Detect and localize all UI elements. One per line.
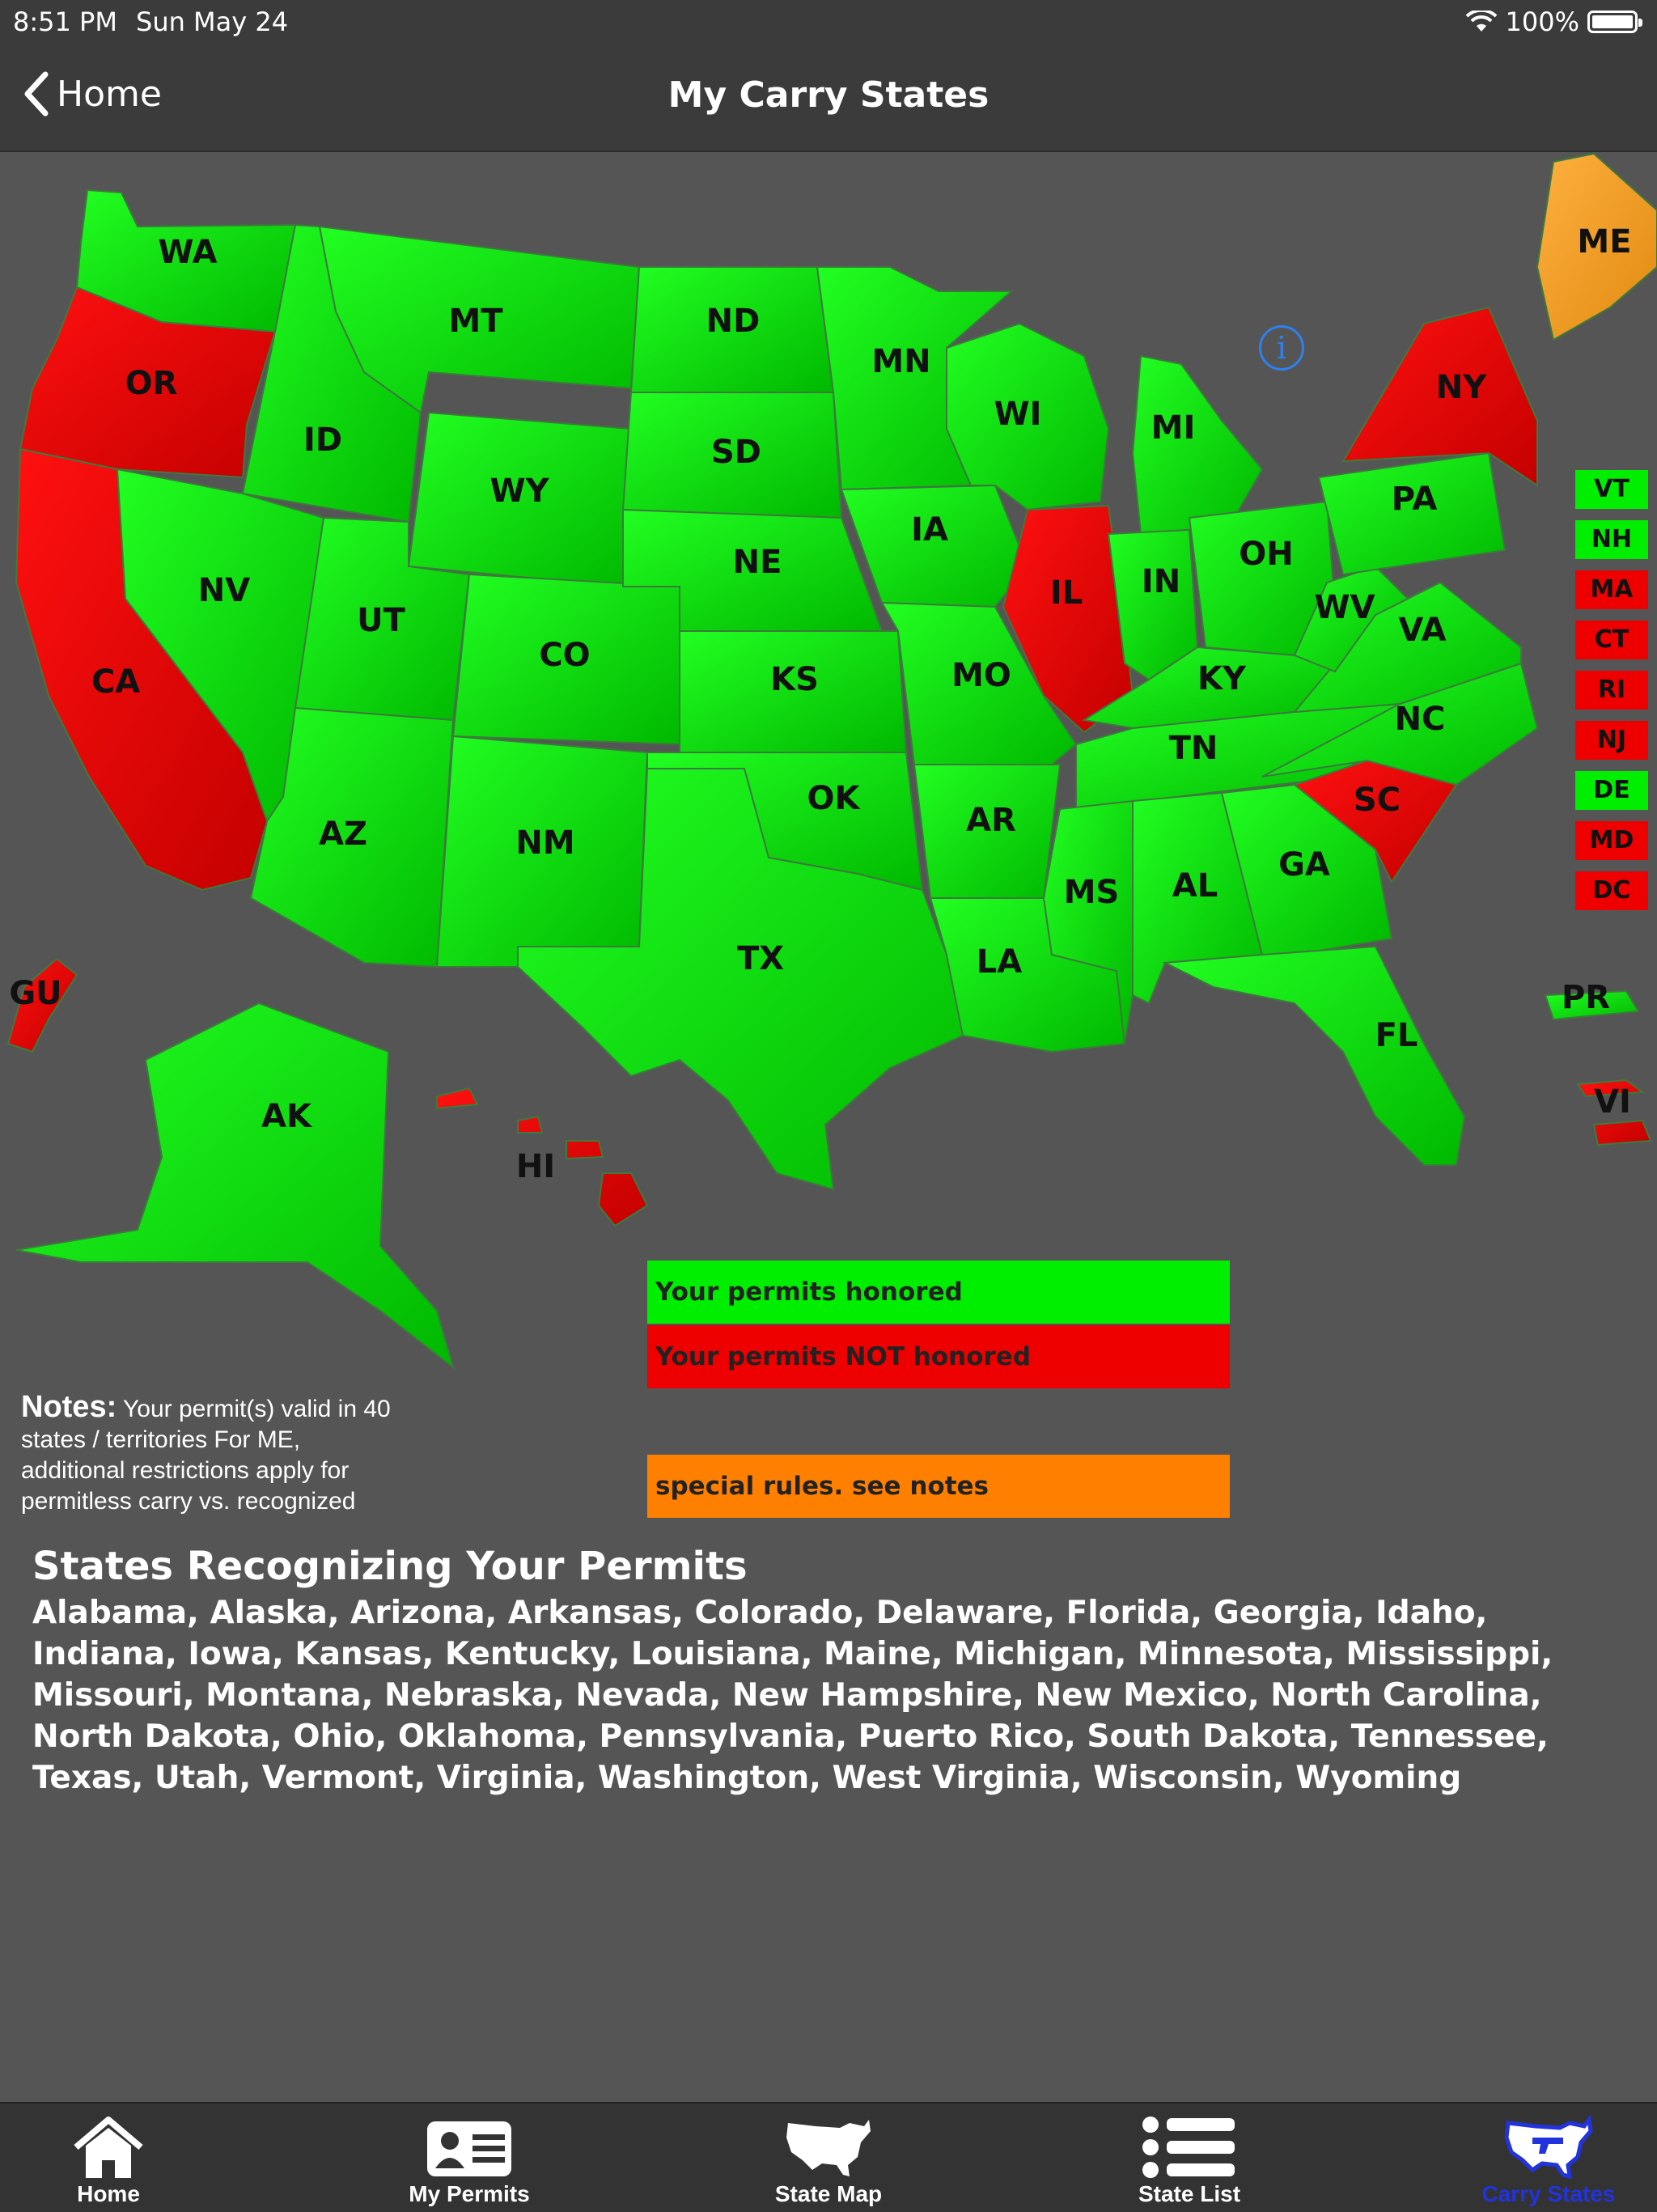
recognizing-list: Alabama, Alaska, Arizona, Arkansas, Colorado, Delaware, Florida, Georgia, Idaho, Indiana, Iowa, Kansas, Kentucky, Louisiana, Maine, Michigan, Minnesota, Mississippi, Missouri, Montana, Nebraska, Nevada, New Hampshire, New Mexico, North Carolina, North Dakota, Ohio, Oklahoma, Pennsylvania, Puerto Rico, South Dakota, Tennessee, Texas, Utah, Vermont, Virginia, Washington, West Virginia, Wisconsin, Wyoming [32,1595,1553,1796]
state-label-in: IN [1141,563,1181,600]
legend-not-honored: Your permits NOT honored [647,1325,1230,1388]
status-right [1465,6,1638,37]
state-label-mt: MT [448,303,503,340]
state-label-sc: SC [1353,782,1401,819]
state-label-or: OR [125,365,178,402]
tab-state-list[interactable] [1100,2104,1278,2212]
state-label-pa: PA [1391,481,1438,518]
id-card-icon [424,2115,515,2180]
state-label-az: AZ [319,816,367,853]
status-time: 8:51 PM [13,6,117,37]
state-label-me: ME [1577,223,1632,261]
state-label-gu: GU [9,975,62,1012]
state-label-wy: WY [489,472,549,510]
state-label-ca: CA [91,663,141,701]
state-label-al: AL [1172,867,1218,905]
state-label-wv: WV [1314,589,1375,626]
side-state-ct[interactable]: CT [1573,618,1651,662]
carry-map [0,152,1657,1382]
info-icon[interactable]: i [1259,325,1304,371]
state-label-mo: MO [951,657,1011,694]
tab-state-map-label: State Map [774,2181,883,2206]
status-date: Sun May 24 [136,6,289,37]
tab-my-permits-label: My Permits [409,2181,530,2206]
status-bar [0,0,1657,47]
state-label-nd: ND [706,303,761,340]
tab-carry-states[interactable] [1460,2104,1638,2212]
back-button-label: Home [57,73,162,115]
side-state-de[interactable]: DE [1573,769,1651,812]
legend-honored: Your permits honored [647,1261,1230,1324]
state-label-mn: MN [871,343,931,380]
state-shapes [8,154,1657,1367]
state-label-ut: UT [357,602,405,639]
tab-home[interactable] [19,2104,197,2212]
page-title: My Carry States [667,74,990,116]
house-icon [70,2115,147,2180]
state-FL[interactable] [1165,947,1464,1165]
tab-state-map[interactable] [740,2104,917,2212]
notes [21,1392,393,1517]
state-label-nm: NM [515,824,575,862]
battery-percent: 100% [1505,6,1579,37]
notes-text: Your permit(s) valid in 40 states / territories For ME, additional restrictions apply for permitless carry vs. recognized [21,1396,391,1515]
tab-bar [0,2102,1657,2212]
side-state-md[interactable]: MD [1573,819,1651,862]
state-AK[interactable] [16,1003,453,1367]
state-label-ar: AR [966,802,1016,839]
side-state-ri[interactable]: RI [1573,668,1651,712]
state-label-hi: HI [515,1148,556,1185]
wifi-icon [1465,11,1498,33]
side-state-ma[interactable]: MA [1573,568,1651,612]
state-label-vi: VI [1594,1083,1631,1121]
state-label-co: CO [539,637,591,674]
state-label-tx: TX [736,940,785,977]
state-label-oh: OH [1239,536,1294,573]
us-map-gun-icon [1503,2115,1594,2180]
state-label-mi: MI [1151,409,1196,447]
side-state-nh[interactable]: NH [1573,518,1651,561]
state-label-ks: KS [770,661,819,698]
state-label-la: LA [976,943,1023,981]
notes-label: Notes: [21,1390,117,1424]
navigation-bar [0,47,1657,152]
state-label-wa: WA [158,234,218,271]
state-label-va: VA [1398,612,1447,649]
state-label-ia: IA [911,511,948,549]
state-label-il: IL [1049,574,1083,612]
tab-carry-states-label: Carry States [1481,2181,1616,2206]
state-label-ne: NE [732,544,782,581]
side-state-vt[interactable]: VT [1573,468,1651,511]
state-label-ok: OK [807,780,860,817]
state-label-ky: KY [1197,660,1246,697]
state-label-ga: GA [1278,846,1330,884]
side-state-dc[interactable]: DC [1573,869,1651,913]
side-state-nj[interactable]: NJ [1573,718,1651,762]
state-label-nv: NV [197,572,251,609]
tab-home-label: Home [77,2181,140,2206]
state-label-sd: SD [710,434,762,471]
tab-state-list-label: State List [1138,2181,1241,2206]
state-label-nc: NC [1394,701,1446,738]
us-map [0,152,1657,1382]
list-icon [1141,2115,1238,2180]
state-label-ak: AK [261,1098,311,1135]
us-map-icon [783,2115,874,2180]
state-label-ms: MS [1063,874,1120,911]
state-label-wi: WI [994,396,1042,433]
state-label-id: ID [303,422,343,459]
recognizing-title: States Recognizing Your Permits [32,1544,748,1589]
battery-icon [1587,11,1638,33]
tab-my-permits[interactable] [380,2104,558,2212]
state-label-tn: TN [1168,730,1218,767]
legend-special: special rules. see notes [647,1455,1230,1518]
state-label-fl: FL [1375,1017,1418,1054]
state-label-pr: PR [1561,979,1611,1016]
state-label-ny: NY [1435,369,1487,406]
